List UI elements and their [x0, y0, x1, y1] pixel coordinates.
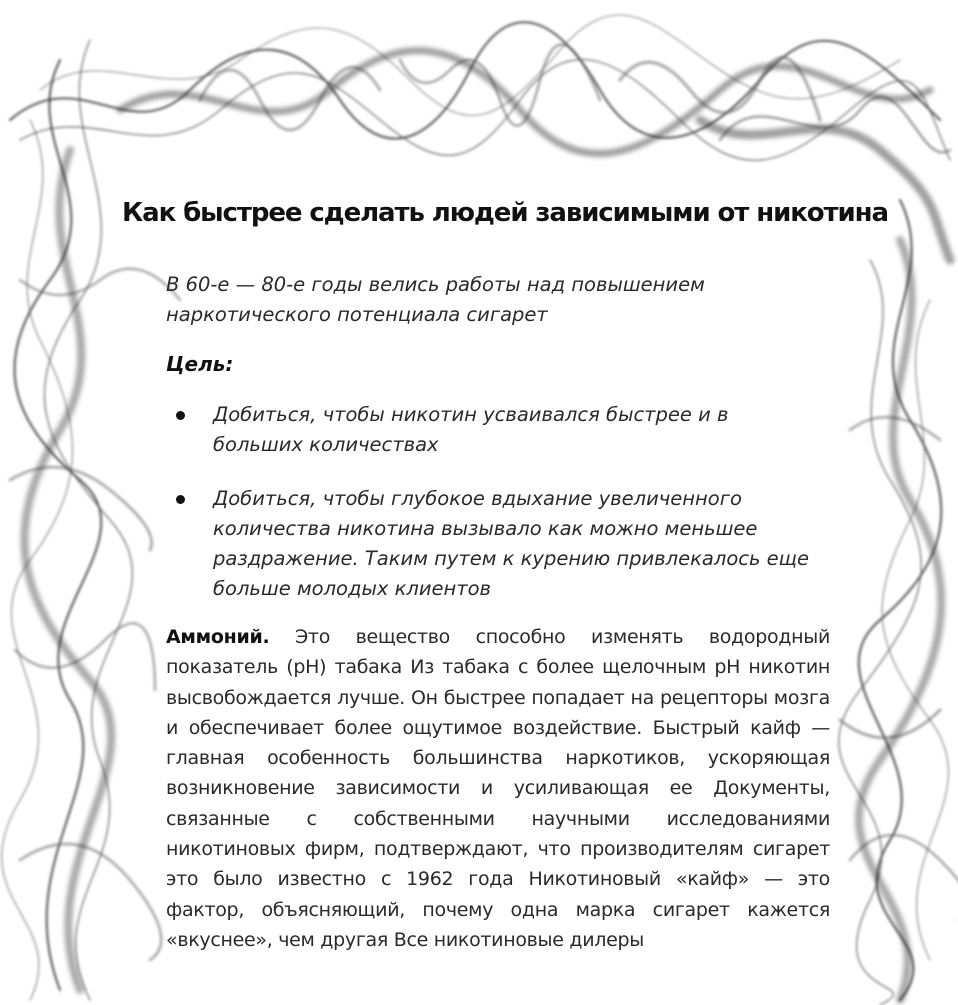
ammonia-term: Аммоний. [166, 626, 270, 648]
goal-list-item [176, 400, 816, 460]
goal-list-item [176, 484, 816, 604]
ammonia-text: Это вещество способно изменять водородный показатель (pH) табака Из табака с более щелочным pH никотин высвобождается лучше. Он быстрее попадает на рецепторы мозга и обеспечивает более ощутимое воздействие. Быстрый кайф — главная особенность большинства наркотиков, ускоряющая возникновение зависимости и усиливающая ее Документы, связанные с собственными научными исследованиями никотиновых фирм, подтверждают, что производителям сигарет это было известно с 1962 года Никотиновый «кайф» — это фактор, объясняющий, почему одна марка сигарет кажется «вкуснее», чем другая Все никотиновые дилеры [166, 626, 830, 951]
goal-text: Добиться, чтобы никотин усваивался быстрее и в больших количествах [213, 403, 729, 456]
goal-text: Добиться, чтобы глубокое вдыхание увеличенного количества никотина вызывало как можно меньшее раздражение. Таким путем к курению привлекалось еще больше молодых клиентов [213, 487, 810, 600]
bullet-icon [176, 495, 185, 504]
ammonia-paragraph [166, 622, 830, 955]
bullet-icon [176, 411, 185, 420]
intro-text: В 60-е — 80-е годы велись работы над повышением наркотического потенциала сигарет [166, 273, 705, 326]
page-title: Как быстрее сделать людей зависимыми от никотина [122, 198, 888, 228]
goal-label: Цель: [166, 352, 234, 376]
